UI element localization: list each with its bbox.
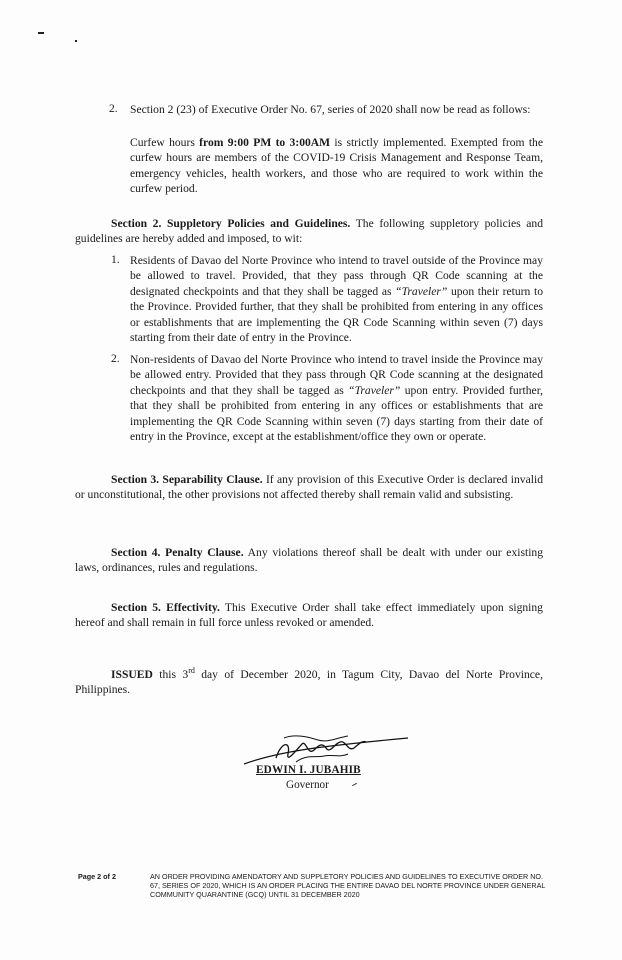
list-item-number: 1. [111, 253, 120, 266]
section-4-paragraph [75, 545, 543, 576]
traveler-tag: “Traveler” [348, 383, 401, 397]
initial-mark [352, 783, 357, 786]
section-2-paragraph [75, 216, 543, 247]
signatory-name: EDWIN I. JUBAHIB [256, 764, 361, 776]
issued-text: day of December 2020, in Tagum City, Davao del Norte Province, Philippines. [75, 667, 543, 697]
list-item-text: upon their return to the Province. Provided further, that they shall be prohibited from entering in any offices or establishments that are implementing the QR Code Scanning within seven (7) days starting from their date of entry in the Province. [130, 284, 543, 345]
list-item [130, 352, 543, 444]
section-3-title: Section 3. Separability Clause. [111, 473, 263, 486]
section-2-title: Section 2. Suppletory Policies and Guidelines. [111, 217, 351, 230]
issued-text: this 3 [152, 667, 189, 681]
section-3-text: If any provision of this Executive Order is declared invalid or unconstitutional, the other provisions not affected thereby shall remain valid and subsisting. [75, 473, 543, 502]
page-number: Page 2 of 2 [78, 872, 116, 881]
section-5-paragraph [75, 600, 543, 631]
list-item-text: Non-residents of Davao del Norte Province who intend to travel inside the Province may be allowed entry. Provided that they pass through QR Code scanning at the designated checkpoints and that they shall be tagged as [130, 353, 543, 397]
scan-mark [38, 32, 44, 34]
section-2-text: The following suppletory policies and guidelines are hereby added and imposed, to wit: [75, 217, 544, 246]
traveler-tag: “Traveler” [395, 284, 448, 298]
curfew-lead: Curfew hours [130, 136, 200, 149]
curfew-hours: from 9:00 PM to 3:00AM [199, 136, 331, 149]
issued-ordinal: rd [188, 666, 195, 675]
curfew-paragraph [130, 135, 543, 197]
section-4-title: Section 4. Penalty Clause. [111, 546, 244, 559]
issued-paragraph [75, 663, 543, 698]
item-2-body: Section 2 (23) of Executive Order No. 67, series of 2020 shall now be read as follows: [130, 103, 531, 116]
list-item-text: upon entry. Provided further, that they shall be prohibited from entering in any offices or establishments that are implementing the QR Code Scanning within seven (7) days starting from their date of entry in the Province, except at the establishment/office they own or operate. [130, 383, 543, 444]
curfew-rest: is strictly implemented. Exempted from the curfew hours are members of the COVID-19 Crisis Management and Response Team, emergency vehicles, health workers, and those who are required to work within the curfew period. [130, 136, 543, 196]
section-5-text: This Executive Order shall take effect immediately upon signing hereof and shall remain in full force unless revoked or amended. [75, 601, 543, 630]
section-3-paragraph [75, 472, 543, 503]
section-4-text: Any violations thereof shall be dealt with under our existing laws, ordinances, rules and regulations. [75, 546, 544, 575]
footer-caption: AN ORDER PROVIDING AMENDATORY AND SUPPLETORY POLICIES AND GUIDELINES TO EXECUTIVE ORDER NO. 67, SERIES OF 2020, WHICH IS AN ORDER PLACING THE ENTIRE DAVAO DEL NORTE PROVINCE UNDER GENERAL COMMUNITY QUARANTINE (GCQ) UNTIL 31 DECEMBER 2020 [150, 872, 546, 900]
scan-mark [75, 40, 77, 42]
item-2-text [130, 102, 550, 117]
item-number: 2. [109, 102, 118, 115]
list-item-number: 2. [111, 352, 120, 365]
section-5-title: Section 5. Effectivity. [111, 601, 220, 614]
list-item-text: Residents of Davao del Norte Province who intend to travel outside of the Province may be allowed to travel. Provided, that they pass through QR Code scanning at the designated checkpoints and that they shall be tagged as [130, 254, 543, 298]
signatory-title: Governor [286, 779, 329, 791]
issued-label: ISSUED [111, 667, 153, 681]
list-item [130, 253, 543, 345]
